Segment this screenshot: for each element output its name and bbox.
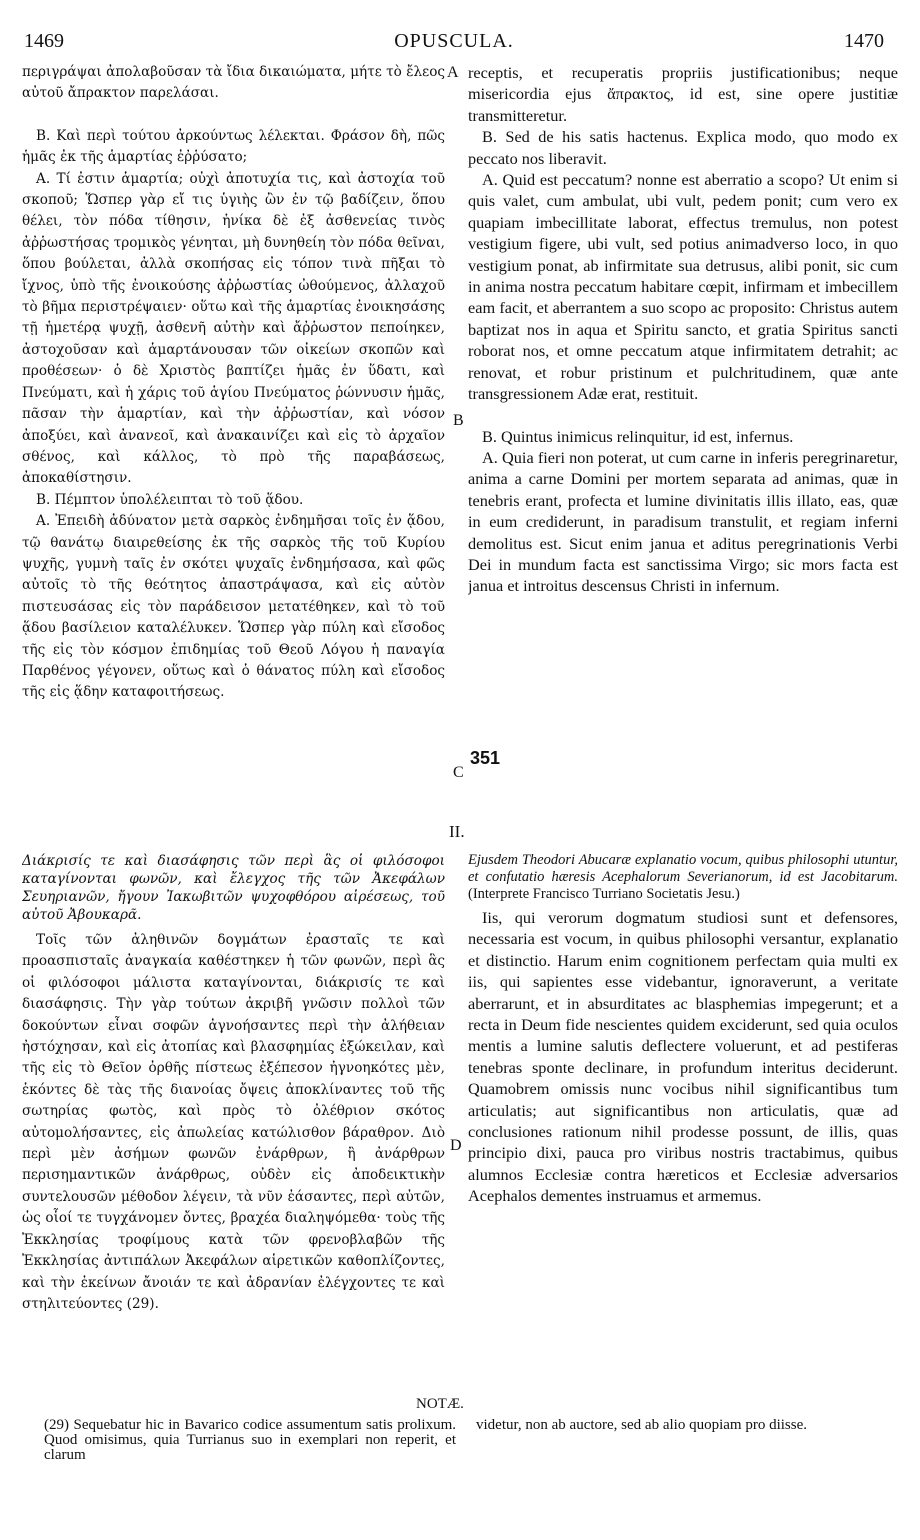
margin-letter-b: B bbox=[453, 412, 464, 429]
latin-heading-translator: (Interprete Francisco Turriano Societatis Jesu.) bbox=[468, 886, 740, 902]
latin-paragraph: B. Quintus inimicus relinquitur, id est, infernus. bbox=[482, 426, 794, 446]
greek-paragraph: B. Καὶ περὶ τούτου ἀρκούντως λέλεκται. Φράσον δὴ, πῶς ἡμᾶς ἐκ τῆς ἁμαρτίας ἐῤῥύσατο; bbox=[22, 127, 445, 166]
footnote-left: (29) Sequebatur hic in Bavarico codice assumentum satis prolixum. Quod omisimus, quia Turrianus suo in exemplari non reperit, et clarum bbox=[44, 1418, 456, 1463]
greek-paragraph: A. Ἐπειδὴ ἀδύνατον μετὰ σαρκὸς ἐνδημῆσαι τοῖς ἐν ᾅδου, τῷ θανάτῳ διαιρεθείσης ἐκ τῆς σαρκὸς τῆς τοῦ Κυρίου ψυχῆς, γυμνὴ ταῖς ἐν σκότει ψυχαῖς ἐνδημήσασα, καὶ φῶς αὐτοῖς τὸ τῆς θεότητος ἀπαστράψασα, καὶ εἰς αὐτὸν πιστευσάσας εἰς τὸν παράδεισον μετατέθηκεν, καὶ τὸ τοῦ ᾅδου βασίλειον καταλέλυκεν. Ὥσπερ γὰρ πύλη καὶ εἴσοδος τῆς εἰς τὸν κόσμον ἐπιδημίας τοῦ Θεοῦ Λόγου ἡ παναγία Παρθένος γέγονεν, οὕτως καὶ ὁ θάνατος πύλη καὶ εἴσοδος τῆς εἰς ᾅδην καταφοιτήσεως. bbox=[22, 513, 445, 701]
latin-heading-italic: Ejusdem Theodori Abucaræ explanatio vocum, quibus philosophi utuntur, et confutatio hæresis Acephalorum Severianorum, id est Jacobitarum. bbox=[468, 852, 898, 885]
page-number-right: 1470 bbox=[844, 30, 884, 52]
latin-paragraph: A. Quia fieri non poterat, ut cum carne in inferis peregrinaretur, anima a carne Domini per mortem separata ad animas, quæ in tenebris erant, profecta et lumine divinitatis illis illato, eas, quæ in eum crediderunt, in paradisum transtulit, et regiam inferni demolitus est. Sicut enim janua et aditus peregrinationis Verbi Dei in mundum facta est sanctissima Virgo; sic mors facta est janua et introitus descensus Christi in infernum. bbox=[468, 447, 898, 596]
section-numeral: II. bbox=[449, 822, 465, 841]
greek-section-heading: Διάκρισίς τε καὶ διασάφησις τῶν περὶ ἃς οἱ φιλόσοφοι καταγίνονται φωνῶν, καὶ ἔλεγχος τῆς τῶν Ἀκεφάλων Σευηριανῶν, ἤγουν Ἰακωβιτῶν ψυχοφθόρου αἱρέσεως, τοῦ αὐτοῦ Ἀβουκαρᾶ. bbox=[22, 853, 445, 923]
latin-column-bottom bbox=[468, 852, 898, 1392]
margin-page-number: 351 bbox=[470, 748, 501, 768]
greek-paragraph: περιγράψαι ἀπολαβοῦσαν τὰ ἴδια δικαιώματα, μήτε τὸ ἔλεος αὐτοῦ ἄπρακτον παρελάσαι. bbox=[22, 64, 445, 102]
latin-paragraph: Iis, qui verorum dogmatum studiosi sunt et defensores, necessaria est vocum, in quibus philosophi versantur, explanatio et distinctio. Harum enim cognitionem perfectam quia multi ex iis, qui sapientes esse videbantur, ignoraverunt, a veritate aberrarunt, et in absurditates ac blasphemias impegerunt; et a recta in Deum fide nescientes quidem exciderunt, sed quia oculos mentis a lumine salutis deflectere voluerunt, et ad pestiferas tenebras sponte declinare, in profundum interitus deciderunt. Quamobrem omissis nunc vocibus nihil significantibus tum articulatis; aut significantibus non articulatis, quæ ad conclusiones rationum nihil prodesse possunt, de illis, quas principio dixi, pauca pro viribus nostris tractabimus, quibus alumnos Ecclesiæ contra hæreticos et Ecclesiæ adversarios Acephalos dementes instruamus et armemus. bbox=[468, 908, 898, 1206]
margin-letter-a: A bbox=[447, 64, 459, 81]
greek-paragraph: Τοῖς τῶν ἀληθινῶν δογμάτων ἐρασταῖς τε καὶ προασπισταῖς ἀναγκαία καθέστηκεν ἡ τῶν φωνῶν, περὶ ἃς οἱ φιλόσοφοι μάλιστα καταγίνονται, διάκρισίς τε καὶ διασάφησις. Τὴν γὰρ τούτων ἀκριβῆ γνῶσιν πολλοὶ τῶν δοκούντων εἶναι σοφῶν ἀγνοήσαντες περὶ τὴν ἀλήθειαν ἠστόχησαν, καὶ εἰς ἀτοπίας καὶ βλασφημίας ἐξώκειλαν, καὶ τῆς εἰς τὸ Θεῖον ὀρθῆς πίστεως ἐξέπεσον ἠγνοηκότες μὲν, ἑκόντες δὲ τὰς τῆς διανοίας ὄψεις ἀποκλίναντες τοῦ τῆς σωτηρίας φωτὸς, καὶ πρὸς τὸ ὀλέθριον σκότος αὐτομολήσαντες, εἰς ἀπωλείας κατώλισθον βάραθρον. Διὸ περὶ μὲν ἀσήμων φωνῶν ἐνάρθρων, ἢ ἀνάρθρων περισημαντικῶν ἀνάρθρως, οὐδὲν εἰς ἀποδεικτικὴν συντελουσῶν μέθοδον λέγειν, τὰ νῦν ἐάσαντες, περὶ αὐτῶν, ὡς οἷοί τε τυγχάνομεν ὄντες, βραχέα διαληψόμεθα· τοὺς τῆς Ἐκκλησίας τροφίμους κατὰ τῶν φρενοβλαβῶν τῆς Ἐκκλησίας ἀντιπάλων Ἀκεφάλων αἱρετικῶν καθοπλίζοντες, καὶ τὴν ἐκείνων ἄνοιάν τε καὶ ἀδρανίαν ἐλέγχοντες τε καὶ στηλιτεύοντες (29). bbox=[22, 932, 445, 1312]
greek-column-bottom bbox=[22, 852, 445, 1392]
margin-letter-c: C bbox=[453, 764, 464, 781]
greek-paragraph: A. Τί ἐστιν ἁμαρτία; οὐχὶ ἀποτυχία τις, καὶ ἀστοχία τοῦ σκοποῦ; Ὥσπερ γὰρ εἴ τις ὑγιὴς ὢν ἐν τῷ βαδίζειν, ὅπου θέλει, τὸν πόδα τίθησιν, ἡνίκα δὲ ἐξ ἀσθενείας τινὸς ἀῤῥωστήσας τρομικὸς γένηται, μὴ δυνηθείη τὸν πόδα θεῖναι, ὅπου βούλεται, ἀλλὰ σκοπήσας εἰς τόπον τινὰ πῆξαι τὸ ἴχνος, ὑπὸ τῆς ἐνοικούσης ἀῤῥωστίας ὠθούμενος, ἀλλαχοῦ τὸ βῆμα περιστρέψαιεν· οὕτω καὶ τῆς ἁμαρτίας ἐνοικησάσης τῇ ἡμετέρᾳ ψυχῇ, ἀσθενῆ αὐτὴν καὶ ἄῤῥωστον πεποίηκεν, ἀστοχοῦσαν καὶ ἁμαρτάνουσαν τῶν οἰκείων σκοπῶν καὶ προθέσεων· ὁ δὲ Χριστὸς βαπτίζει ἡμᾶς ἐν ὕδατι, καὶ Πνεύματι, καὶ ἡ χάρις τοῦ ἁγίου Πνεύματος ῥώννυσιν ἡμᾶς, πᾶσαν τὴν ἁμαρτίαν, καὶ τὴν ἀῤῥωστίαν, καὶ νόσον ἀποξύει, καὶ ἀνανεοῖ, καὶ ἀνακαινίζει καὶ εἰς τὸ ἀρχαῖον σθένος, καὶ κάλλος, τὸ πρὸ τῆς παραβάσεως, ἀποκαθίστησιν. bbox=[22, 170, 445, 487]
greek-paragraph: B. Πέμπτον ὑπολέλειπται τὸ τοῦ ᾅδου. bbox=[36, 491, 304, 508]
greek-column-top bbox=[22, 62, 445, 820]
running-title: OPUSCULA. bbox=[394, 30, 514, 52]
margin-letter-d: D bbox=[450, 1137, 462, 1154]
latin-paragraph: B. Sed de his satis hactenus. Explica modo, quo modo ex peccato nos liberavit. bbox=[468, 127, 898, 168]
running-header bbox=[24, 30, 884, 56]
latin-column-top bbox=[468, 62, 898, 820]
latin-section-heading bbox=[468, 852, 898, 903]
latin-paragraph: receptis, et recuperatis propriis justificationibus; neque misericordia ejus ἄπρακτος, id est, sine opere justitiæ transmitteretur. bbox=[468, 63, 898, 125]
latin-paragraph: A. Quid est peccatum? nonne est aberratio a scopo? Ut enim si quis valet, cum ambulat, ubi vult, pedem ponit; cum vero ex quapiam imbecillitate laborat, effectus tremulus, non potest vestigium figere, ubi vult, sed potius animadverso loco, in quo vestigium ponat, ab infirmitate sua detrusus, alibi ponit, sic cum in anima nostra peccatum habitare cœpit, infirmam et imbecillem eam facit, et aberrantem a suo scopo ac proposito: Christus autem baptizat nos in aqua et Spiritu sancto, et gratia Spiritus sancti roborat nos, et omne peccatum atque infirmitatem detrahit; ac renovat, et robur pristinum et pulchritudinem, quæ ante transgressionem Adæ erat, restituit. bbox=[468, 170, 898, 404]
footnote-right: videtur, non ab auctore, sed ab alio quopiam pro diisse. bbox=[476, 1418, 807, 1433]
notes-title: NOTÆ. bbox=[416, 1396, 464, 1412]
page-number-left: 1469 bbox=[24, 30, 64, 52]
